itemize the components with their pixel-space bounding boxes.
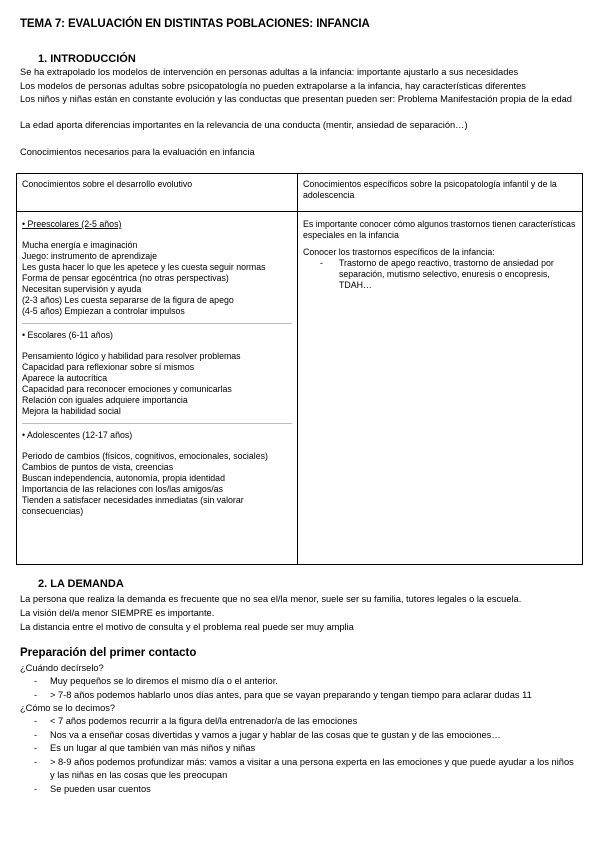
demanda-line-3: La distancia entre el motivo de consulta y el problema real puede ser muy amplia	[20, 622, 354, 632]
preescolares-item: Necesitan supervisión y ayuda	[22, 284, 142, 294]
list-item-text: > 7-8 años podemos hablarlo unos días antes, para que se vayan preparando y tengan tiempo para aclarar dudas 11	[50, 690, 532, 700]
document-title: TEMA 7: EVALUACIÓN EN DISTINTAS POBLACIONES: INFANCIA	[20, 18, 370, 30]
dash-bullet: -	[320, 258, 323, 268]
preescolares-item: Les gusta hacer lo que les apetece y les cuesta seguir normas	[22, 262, 266, 272]
table-header-desarrollo: Conocimientos sobre el desarrollo evolutivo	[17, 174, 298, 212]
section-heading-demanda: 2. LA DEMANDA	[38, 578, 124, 590]
list-item-text: > 8-9 años podemos profundizar más: vamos a visitar a una persona experta en las emociones y que puede ayudar a los niños y las niñas en las cosas que les preocupan	[50, 757, 574, 780]
preescolares-item: Mucha energía e imaginación	[22, 240, 138, 250]
trastornos-list-item	[303, 258, 577, 291]
preescolares-item: Forma de pensar egocéntrica (no otras perspectivas)	[22, 273, 229, 283]
desarrollo-cell	[17, 212, 298, 565]
dash-bullet: -	[34, 690, 38, 700]
escolares-item: Mejora la habilidad social	[22, 406, 121, 416]
trastornos-text: Trastorno de apego reactivo, trastorno de ansiedad por separación, mutismo selectivo, enuresis o encopresis, TDAH…	[339, 258, 554, 290]
intro-line-1: Se ha extrapolado los modelos de intervención en personas adultas a la infancia: importante ajustarlo a sus necesidades	[20, 67, 519, 77]
adolescentes-item: Cambios de puntos de vista, creencias	[22, 462, 174, 472]
intro-line-4: La edad aporta diferencias importantes en la relevancia de una conducta (mentir, ansiedad de separación…)	[20, 120, 468, 130]
dash-bullet: -	[34, 716, 38, 726]
demanda-line-1: La persona que realiza la demanda es frecuente que no sea el/la menor, suele ser su familia, tutores legales o la escuela.	[20, 594, 522, 604]
escolares-item: Aparece la autocrítica	[22, 373, 108, 383]
list-item-text: Se pueden usar cuentos	[50, 784, 151, 794]
dash-bullet: -	[34, 730, 38, 740]
adolescentes-item: Importancia de las relaciones con los/las amigos/as	[22, 484, 223, 494]
list-item-text: Muy pequeños se lo diremos el mismo día o el anterior.	[50, 676, 278, 686]
adolescentes-item: Tienden a satisfacer necesidades inmediatas (sin valorar consecuencias)	[22, 495, 244, 516]
dash-bullet: -	[34, 676, 38, 686]
demanda-line-2: La visión del/a menor SIEMPRE es importante.	[20, 608, 215, 618]
preescolares-item: (2-3 años) Les cuesta separarse de la figura de apego	[22, 295, 234, 305]
adolescentes-item: Periodo de cambios (físicos, cognitivos, emocionales, sociales)	[22, 451, 268, 461]
group-divider	[22, 323, 292, 324]
escolares-item: Capacidad para reconocer emociones y comunicarlas	[22, 384, 232, 394]
escolares-title: • Escolares (6-11 años)	[22, 330, 113, 340]
escolares-item: Relación con iguales adquiere importancia	[22, 395, 188, 405]
list-item-text: < 7 años podemos recurrir a la figura del/la entrenador/a de las emociones	[50, 716, 358, 726]
question-cuando: ¿Cuándo decírselo?	[20, 663, 104, 673]
intro-line-3: Los niños y niñas están en constante evolución y las conductas que presentan pueden ser: Problema Manifestación propia de la edad	[20, 94, 572, 104]
preescolares-title: • Preescolares (2-5 años)	[22, 219, 122, 229]
adolescentes-item: Buscan independencia, autonomía, propia identidad	[22, 473, 225, 483]
knowledge-table	[16, 173, 583, 565]
psicopatologia-know: Conocer los trastornos específicos de la infancia:	[303, 247, 495, 257]
preescolares-item: Juego: instrumento de aprendizaje	[22, 251, 157, 261]
section-heading-primer-contacto: Preparación del primer contacto	[20, 647, 197, 659]
question-como: ¿Cómo se lo decimos?	[20, 703, 116, 713]
group-divider	[22, 423, 292, 424]
section-heading-introduccion: 1. INTRODUCCIÓN	[38, 53, 136, 65]
table-header-psicopatologia: Conocimientos específicos sobre la psicopatología infantil y de la adolescencia	[298, 174, 583, 212]
psicopatologia-cell	[298, 212, 583, 565]
list-item-text: Es un lugar al que también van más niños y niñas	[50, 743, 256, 753]
list-item-text: Nos va a enseñar cosas divertidas y vamos a jugar y hablar de las cosas que te gustan y de las emociones…	[50, 730, 501, 740]
escolares-item: Capacidad para reflexionar sobre sí mismos	[22, 362, 195, 372]
table-caption: Conocimientos necesarios para la evaluación en infancia	[20, 147, 255, 157]
adolescentes-title: • Adolescentes (12-17 años)	[22, 430, 133, 440]
preescolares-item: (4-5 años) Empiezan a controlar impulsos	[22, 306, 185, 316]
intro-line-2: Los modelos de personas adultas sobre psicopatología no pueden extrapolarse a la infancia, hay características diferentes	[20, 81, 526, 91]
psicopatologia-intro: Es importante conocer cómo algunos trastornos tienen características especiales en la infancia	[303, 219, 576, 240]
dash-bullet: -	[34, 784, 38, 794]
dash-bullet: -	[34, 757, 38, 767]
escolares-item: Pensamiento lógico y habilidad para resolver problemas	[22, 351, 241, 361]
dash-bullet: -	[34, 743, 38, 753]
